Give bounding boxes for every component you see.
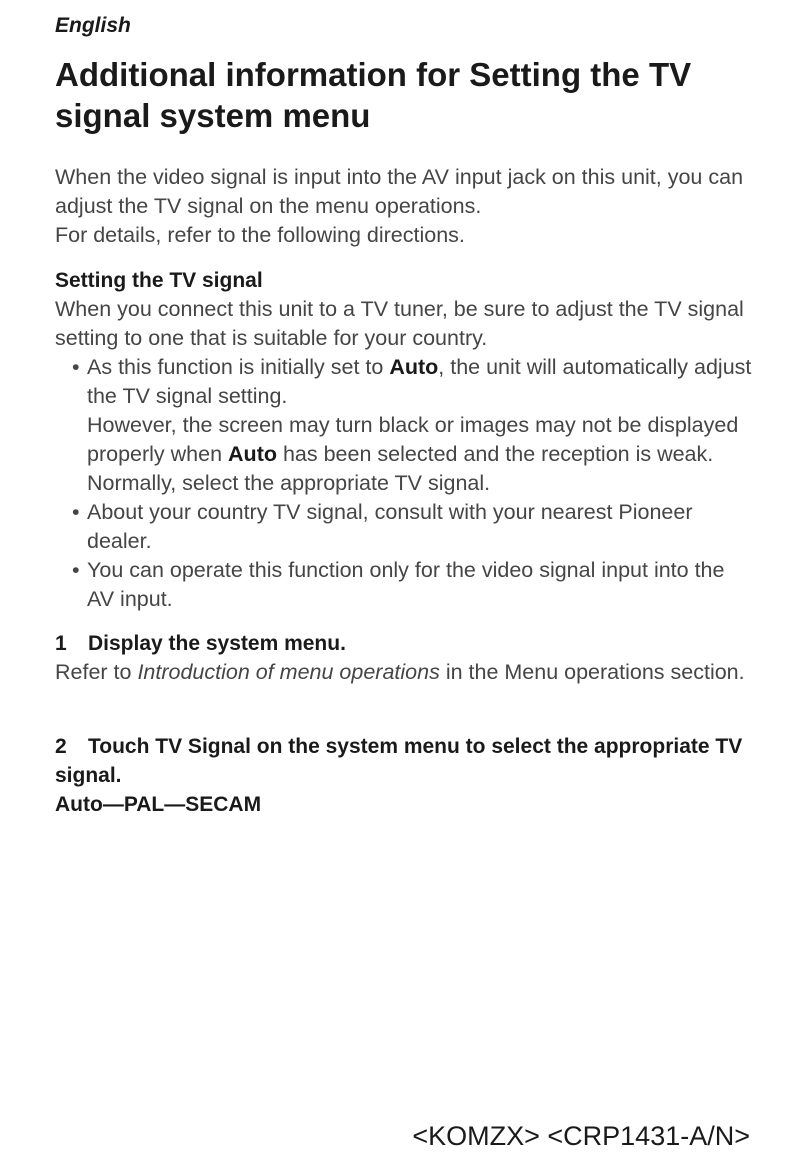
reference-title: Introduction of menu operations <box>137 660 440 684</box>
section-heading: Setting the TV signal <box>55 269 263 292</box>
document-code: <KOMZX> <CRP1431-A/N> <box>412 1121 750 1151</box>
auto-keyword: Auto <box>228 442 277 466</box>
bullet-glyph: • <box>72 355 80 379</box>
setting-tv-signal-section <box>55 266 755 614</box>
bullet-text: You can operate this function only for the video signal input into the AV input. <box>87 558 725 611</box>
bullet-continuation-text: has been selected and the reception is weak. Normally, select the appropriate TV signal. <box>87 442 714 495</box>
step-paragraph <box>55 658 755 687</box>
auto-keyword: Auto <box>389 355 439 379</box>
bullet-list <box>55 353 755 614</box>
step-1 <box>55 629 755 687</box>
section-paragraph: When you connect this unit to a TV tuner, be sure to adjust the TV signal setting to one that is suitable for your country. <box>55 297 744 350</box>
step-title: Display the system menu. <box>88 632 346 655</box>
intro-details-line: For details, refer to the following directions. <box>55 223 465 247</box>
list-item <box>55 498 755 556</box>
step-number: 1 <box>55 632 67 655</box>
signal-options: Auto—PAL—SECAM <box>55 793 262 816</box>
bullet-text: As this function is initially set to <box>87 355 390 379</box>
bullet-text: , the unit will automatically adjust the TV signal setting. <box>87 355 752 408</box>
list-item <box>55 556 755 614</box>
bullet-text: About your country TV signal, consult with your nearest Pioneer dealer. <box>87 500 693 553</box>
bullet-glyph: • <box>72 558 80 582</box>
intro-section <box>55 163 755 250</box>
step-heading <box>55 732 755 790</box>
step-2 <box>55 732 755 819</box>
step-text: in the Menu operations section. <box>439 660 745 684</box>
bullet-glyph: • <box>72 500 80 524</box>
step-number: 2 <box>55 735 67 758</box>
bullet-continuation-text: However, the screen may turn black or images may not be displayed properly when <box>87 413 739 466</box>
step-heading <box>55 629 755 658</box>
list-item <box>55 353 755 498</box>
step-title: Touch TV Signal on the system menu to select the appropriate TV signal. <box>55 735 743 787</box>
step-text: Refer to <box>55 660 138 684</box>
intro-paragraph: When the video signal is input into the AV input jack on this unit, you can adjust the TV signal on the menu operations. <box>55 165 744 218</box>
page-title: Additional information for Setting the TV signal system menu <box>55 56 692 134</box>
language-label: English <box>55 14 131 37</box>
